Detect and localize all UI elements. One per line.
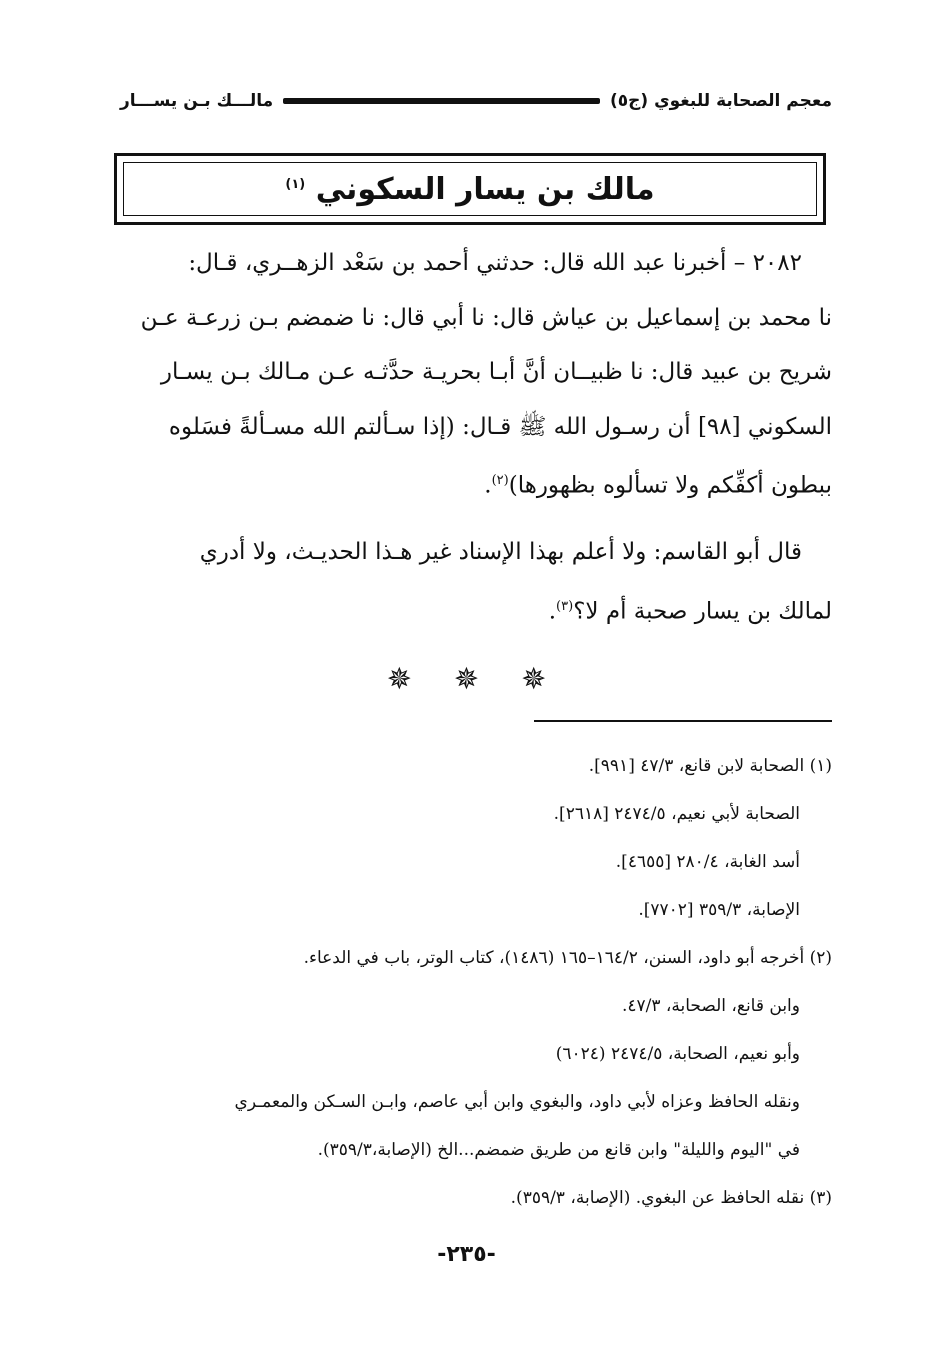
paragraph-1-line-4: السكوني [٩٨] أن رسـول الله ﷺ قـال: (إذا سـألتم الله مسـألةً فسَلوه xyxy=(168,413,832,440)
page-number: -٢٣٥- xyxy=(437,1242,496,1267)
separator-star-icon: ✵ xyxy=(521,662,547,697)
footnote-ref-3: (٣) xyxy=(556,598,574,614)
paragraph-1-line-3: شريح بن عبيد قال: نا ظبيــان أنَّ أبـا بحريـة حدَّثـه عـن مـالك بـن يسـار xyxy=(160,359,832,385)
footnote-divider xyxy=(534,720,832,722)
footnotes xyxy=(130,742,832,1222)
paragraph-1-line-1: ٢٠٨٢ – أخبرنا عبد الله قال: حدثني أحمد بن سَعْد الزهــري، قـال: xyxy=(188,250,802,276)
footnote-1: (١) الصحابة لابن قانع، ٤٧/٣ [٩٩١]. xyxy=(588,756,832,776)
title-box xyxy=(114,153,826,225)
separator-star-icon: ✵ xyxy=(453,662,480,697)
footnote-1-ref-c: الإصابة، ٣٥٩/٣ [٧٧٠٢]. xyxy=(638,900,800,920)
body-text xyxy=(120,236,832,639)
paragraph-1-line-5-text: ببطون أكفِّكم ولا تسألوه بظهورها) xyxy=(508,472,832,499)
paragraph-1-end: . xyxy=(484,472,492,499)
title-footnote-ref: (١) xyxy=(285,176,306,192)
footnote-1-ref-b: أسد الغابة، ٢٨٠/٤ [٤٦٥٥]. xyxy=(615,852,800,872)
running-header-book-title: معجم الصحابة للبغوي (ج٥) xyxy=(609,91,832,111)
footnote-2-ref-b: وأبو نعيم، الصحابة، ٢٤٧٤/٥ (٦٠٢٤) xyxy=(555,1044,800,1064)
paragraph-2-line-2-text: لمالك بن يسار صحبة أم لا؟ xyxy=(573,598,832,625)
page-title-text: مالك بن يسار السكوني xyxy=(315,171,655,207)
running-header-rule xyxy=(283,98,600,104)
footnote-2-ref-a: وابن قانع، الصحابة، ٤٧/٣. xyxy=(621,996,800,1016)
paragraph-1-line-5 xyxy=(120,454,832,513)
footnote-ref-2: (٢) xyxy=(491,473,509,488)
paragraph-2-line-2 xyxy=(120,580,832,639)
footnote-2-ref-c: ونقله الحافظ وعزاه لأبي داود، والبغوي وابن أبي عاصم، وابـن السـكن والمعمـري xyxy=(234,1092,800,1112)
paragraph-1-line-2: نا محمد بن إسماعيل بن عياش قال: نا أبي قال: نا ضمضم بـن زرعـة عـن xyxy=(140,304,832,331)
separator-star-icon: ✵ xyxy=(386,662,412,697)
paragraph-2-end: . xyxy=(548,598,557,625)
footnote-2: (٢) أخرجه أبو داود، السنن، ١٦٤/٢–١٦٥ (١٤٨٦)، كتاب الوتر، باب في الدعاء. xyxy=(303,948,832,968)
section-separator xyxy=(0,660,933,700)
running-header xyxy=(120,86,832,116)
page-title xyxy=(285,172,654,207)
footnote-1-ref-a: الصحابة لأبي نعيم، ٢٤٧٤/٥ [٢٦١٨]. xyxy=(553,804,800,824)
footnote-2-ref-d: في "اليوم والليلة" وابن قانع من طريق ضمضم...الخ (الإصابة،٣٥٩/٣). xyxy=(317,1140,800,1160)
footnote-3: (٣) نقله الحافظ عن البغوي. (الإصابة، ٣٥٩/٣). xyxy=(510,1188,832,1208)
paragraph-2-line-1: قال أبو القاسم: ولا أعلم بهذا الإسناد غير هـذا الحديـث، ولا أدري xyxy=(199,539,802,566)
running-header-chapter: مالـــك بـن يســـار xyxy=(120,91,274,111)
